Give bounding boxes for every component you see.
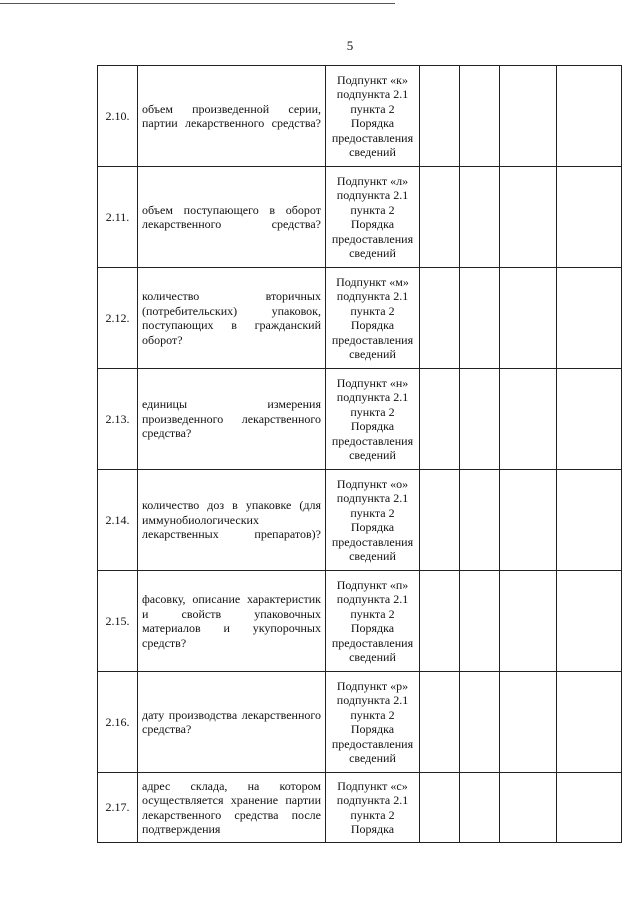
legal-reference xyxy=(326,66,420,167)
legal-reference-line: Порядка xyxy=(350,621,395,635)
question-text: количество доз в упаковке (для иммунобиологических лекарственных препаратов)? xyxy=(138,470,326,571)
answer-yes-cell xyxy=(420,268,460,369)
legal-reference-line: Порядка xyxy=(350,722,395,736)
legal-reference xyxy=(326,672,420,773)
legal-reference-line: сведений xyxy=(349,448,396,462)
legal-reference-line: Подпункт «п» xyxy=(336,577,409,592)
answer-yes-cell xyxy=(420,672,460,773)
question-text: адрес склада, на котором осуществляется хранение партии лекарственного средства после подтверждения xyxy=(138,773,326,843)
legal-reference-line: предоставления xyxy=(331,736,414,751)
legal-reference-line: пункта 2 xyxy=(350,707,395,722)
legal-reference-line: пункта 2 xyxy=(350,101,395,116)
legal-reference-line: сведений xyxy=(349,246,396,260)
legal-reference-line: сведений xyxy=(349,751,396,765)
note-cell xyxy=(557,571,622,672)
item-number: 2.10. xyxy=(98,66,138,167)
legal-reference-line: Порядка xyxy=(350,217,395,231)
legal-reference-line: Подпункт «с» xyxy=(337,778,408,793)
legal-reference-line: Подпункт «р» xyxy=(336,678,409,693)
legal-reference-line: Порядка xyxy=(350,520,395,534)
answer-no-cell xyxy=(460,672,500,773)
table-row xyxy=(98,470,622,571)
answer-no-cell xyxy=(460,571,500,672)
item-number: 2.12. xyxy=(98,268,138,369)
legal-reference-line: предоставления xyxy=(331,635,414,650)
legal-reference-line: сведений xyxy=(349,347,396,361)
answer-no-cell xyxy=(460,773,500,843)
answer-yes-cell xyxy=(420,66,460,167)
answer-na-cell xyxy=(500,571,557,672)
legal-reference-line: предоставления xyxy=(331,231,414,246)
note-cell xyxy=(557,268,622,369)
legal-reference-line: подпункта 2.1 xyxy=(336,592,409,606)
note-cell xyxy=(557,66,622,167)
item-number: 2.13. xyxy=(98,369,138,470)
question-text: единицы измерения произведенного лекарственного средства? xyxy=(138,369,326,470)
table-row xyxy=(98,167,622,268)
answer-na-cell xyxy=(500,672,557,773)
legal-reference-line: предоставления xyxy=(331,433,414,448)
answer-yes-cell xyxy=(420,571,460,672)
answer-na-cell xyxy=(500,369,557,470)
question-text: дату производства лекарственного средства? xyxy=(138,672,326,773)
table-row xyxy=(98,672,622,773)
legal-reference xyxy=(326,470,420,571)
legal-reference-line: Подпункт «к» xyxy=(336,72,408,87)
legal-reference xyxy=(326,773,420,843)
legal-reference xyxy=(326,167,420,268)
note-cell xyxy=(557,672,622,773)
legal-reference-line: пункта 2 xyxy=(350,505,395,520)
legal-reference-line: Подпункт «м» xyxy=(336,274,409,289)
answer-na-cell xyxy=(500,773,557,843)
note-cell xyxy=(557,167,622,268)
legal-reference-line: пункта 2 xyxy=(350,606,395,621)
legal-reference xyxy=(326,369,420,470)
item-number: 2.15. xyxy=(98,571,138,672)
note-cell xyxy=(557,470,622,571)
legal-reference-line: Подпункт «о» xyxy=(336,476,409,491)
legal-reference-line: сведений xyxy=(349,549,396,563)
legal-reference-line: пункта 2 xyxy=(350,807,395,822)
legal-reference-line: сведений xyxy=(349,145,396,159)
table-row xyxy=(98,369,622,470)
legal-reference-line: Порядка xyxy=(350,116,395,130)
answer-yes-cell xyxy=(420,470,460,571)
table-row xyxy=(98,268,622,369)
answer-na-cell xyxy=(500,268,557,369)
checklist-table xyxy=(97,65,622,843)
answer-no-cell xyxy=(460,66,500,167)
legal-reference-line: Порядка xyxy=(350,822,395,836)
legal-reference-line: предоставления xyxy=(331,534,414,549)
legal-reference-line: подпункта 2.1 xyxy=(336,87,409,101)
legal-reference-line: подпункта 2.1 xyxy=(336,491,409,505)
legal-reference-line: пункта 2 xyxy=(350,303,395,318)
table-row xyxy=(98,571,622,672)
answer-na-cell xyxy=(500,470,557,571)
question-text: объем произведенной серии, партии лекарственного средства? xyxy=(138,66,326,167)
legal-reference-line: предоставления xyxy=(331,332,414,347)
answer-no-cell xyxy=(460,369,500,470)
note-cell xyxy=(557,369,622,470)
question-text: объем поступающего в оборот лекарственного средства? xyxy=(138,167,326,268)
legal-reference-line: подпункта 2.1 xyxy=(336,289,409,303)
table-row xyxy=(98,66,622,167)
legal-reference xyxy=(326,268,420,369)
legal-reference-line: подпункта 2.1 xyxy=(336,793,409,807)
top-rule xyxy=(0,3,395,4)
legal-reference-line: предоставления xyxy=(331,130,414,145)
answer-na-cell xyxy=(500,167,557,268)
legal-reference-line: Подпункт «н» xyxy=(336,375,409,390)
item-number: 2.16. xyxy=(98,672,138,773)
question-text: количество вторичных (потребительских) упаковок, поступающих в гражданский оборот? xyxy=(138,268,326,369)
answer-yes-cell xyxy=(420,167,460,268)
legal-reference-line: Порядка xyxy=(350,318,395,332)
table-row xyxy=(98,773,622,843)
answer-yes-cell xyxy=(420,369,460,470)
answer-na-cell xyxy=(500,66,557,167)
answer-yes-cell xyxy=(420,773,460,843)
legal-reference-line: Подпункт «л» xyxy=(336,173,409,188)
legal-reference-line: пункта 2 xyxy=(350,202,395,217)
legal-reference-line: пункта 2 xyxy=(350,404,395,419)
answer-no-cell xyxy=(460,167,500,268)
question-text: фасовку, описание характеристик и свойств упаковочных материалов и укупорочных средств? xyxy=(138,571,326,672)
legal-reference-line: Порядка xyxy=(350,419,395,433)
legal-reference xyxy=(326,571,420,672)
item-number: 2.17. xyxy=(98,773,138,843)
legal-reference-line: сведений xyxy=(349,650,396,664)
item-number: 2.14. xyxy=(98,470,138,571)
item-number: 2.11. xyxy=(98,167,138,268)
answer-no-cell xyxy=(460,470,500,571)
page-number: 5 xyxy=(346,38,354,53)
answer-no-cell xyxy=(460,268,500,369)
legal-reference-line: подпункта 2.1 xyxy=(336,188,409,202)
note-cell xyxy=(557,773,622,843)
legal-reference-line: подпункта 2.1 xyxy=(336,693,409,707)
legal-reference-line: подпункта 2.1 xyxy=(336,390,409,404)
